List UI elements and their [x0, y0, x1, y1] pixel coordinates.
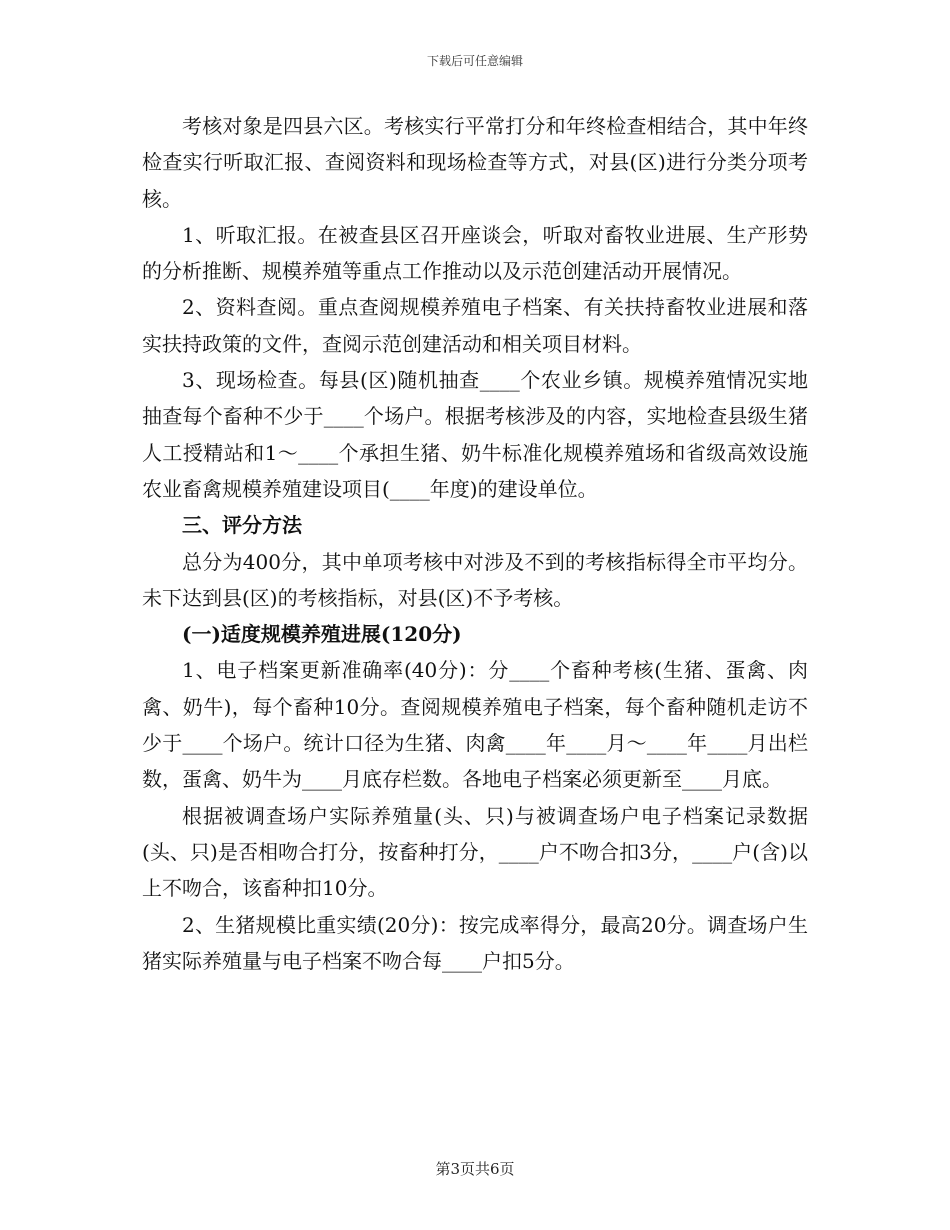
page-footer: 第3页共6页: [435, 1160, 515, 1178]
paragraph-total-score: 总分为400分，其中单项考核中对涉及不到的考核指标得全市平均分。未下达到县(区)的考核指标，对县(区)不予考核。: [142, 549, 808, 610]
section-heading-scoring-method: 三、评分方法: [182, 513, 302, 538]
paragraph-listen-report: 1、听取汇报。在被查县区召开座谈会，听取对畜牧业进展、生产形势的分析推断、规模养殖等重点工作推动以及示范创建活动开展情况。: [142, 222, 808, 284]
page-header: 下载后可任意编辑: [426, 54, 523, 68]
paragraph-document-review: 2、资料查阅。重点查阅规模养殖电子档案、有关扶持畜牧业进展和落实扶持政策的文件，查阅示范创建活动和相关项目材料。: [142, 295, 808, 356]
paragraph-assessment-objects: 考核对象是四县六区。考核实行平常打分和年终检查相结合，其中年终检查实行听取汇报、查阅资料和现场检查等方式，对县(区)进行分类分项考核。: [142, 114, 808, 211]
paragraph-pig-scale: 2、生猪规模比重实绩(20分)：按完成率得分，最高20分。调查场户生猪实际养殖量与电子档案不吻合每____户扣5分。: [142, 912, 808, 973]
paragraph-electronic-records: 1、电子档案更新准确率(40分)：分____个畜种考核(生猪、蛋禽、肉禽、奶牛)，每个畜种10分。查阅规模养殖电子档案，每个畜种随机走访不少于____个场户。统计口径为生猪、肉禽____年____月～____年____月出栏数，蛋禽、奶牛为____月底存栏数。各地电子档案必须更新至____月底。: [142, 658, 808, 792]
subsection-heading-scale-breeding: (一)适度规模养殖进展(120分): [182, 622, 462, 647]
paragraph-site-inspection: 3、现场检查。每县(区)随机抽查____个农业乡镇。规模养殖情况实地抽查每个畜种不少于____个场户。根据考核涉及的内容，实地检查县级生猪人工授精站和1～____个承担生猪、奶牛标准化规模养殖场和省级高效设施农业畜禽规模养殖建设项目(____年度)的建设单位。: [142, 368, 808, 501]
document-body: [142, 108, 808, 979]
paragraph-scoring-rule: 根据被调查场户实际养殖量(头、只)与被调查场户电子档案记录数据(头、只)是否相吻合打分，按畜种打分，____户不吻合扣3分，____户(含)以上不吻合，该畜种扣10分。: [142, 803, 808, 901]
